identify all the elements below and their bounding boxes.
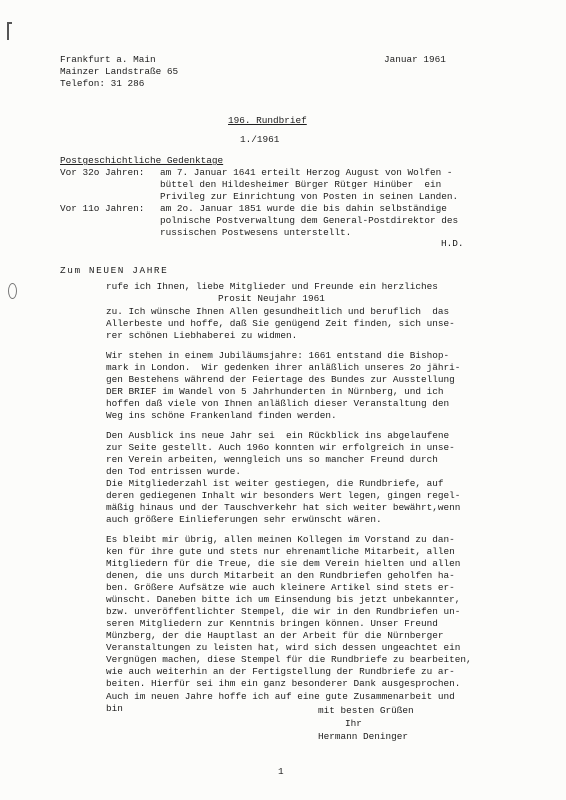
memorial-initials: H.D. <box>441 238 464 249</box>
memorial-label-1: Vor 32o Jahren: <box>60 167 145 178</box>
sender-phone: Telefon: 31 286 <box>60 78 145 89</box>
circular-number: 1./1961 <box>240 134 280 145</box>
para-4-line-3: Mitgliedern für die Treue, die sie dem Verein hielten und allen <box>106 558 461 569</box>
memorial-text-1-line-3: Privileg zur Einrichtung von Posten in seinen Landen. <box>160 191 459 202</box>
para-4-line-6: wünscht. Daneben bitte ich um Einsendung bis jetzt unbekannter, <box>106 594 461 605</box>
para-3-line-5: Die Mitgliederzahl ist weiter gestiegen, die Rundbriefe, auf <box>106 478 444 489</box>
para-5-line-2: bin <box>106 703 123 714</box>
para-4-line-7: bzw. unveröffentlichter Stempel, die wir in den Rundbriefen un- <box>106 606 461 617</box>
closing-salutation: mit besten Grüßen <box>318 705 414 716</box>
para-4-line-9: Münzberg, der die Hauptlast an der Arbeit für die Nürnberger <box>106 630 444 641</box>
memorial-label-2: Vor 11o Jahren: <box>60 203 145 214</box>
para-4-line-8: seren Mitgliedern zur Kenntnis bringen können. Unser Freund <box>106 618 438 629</box>
para-5-line-1: Auch im neuen Jahre hoffe ich auf eine gute Zusammenarbeit und <box>106 691 455 702</box>
memorial-text-2-line-1: am 2o. Januar 1851 wurde die bis dahin selbständige <box>160 203 447 214</box>
para-4-line-13: beiten. Hierfür sei ihm ein ganz besonderer Dank ausgesprochen. <box>106 678 461 689</box>
para-2-line-1: Wir stehen in einem Jubiläumsjahre: 1661 entstand die Bishop- <box>106 350 450 361</box>
greeting-line-1: rufe ich Ihnen, liebe Mitglieder und Freunde ein herzliches <box>106 281 438 292</box>
scan-mark <box>7 22 9 40</box>
para-3-line-4: den Tod entrissen wurde. <box>106 466 242 477</box>
greeting-heading: Zum NEUEN JAHRE <box>60 265 169 276</box>
para-4-line-4: denen, die uns durch Mitarbeit an den Rundbriefen geholfen ha- <box>106 570 455 581</box>
sender-city: Frankfurt a. Main <box>60 54 156 65</box>
para-1-line-3: rer schönen Liebhaberei zu widmen. <box>106 330 298 341</box>
para-2-line-3: gen Bestehens während der Feiertage des Bundes zur Ausstellung <box>106 374 455 385</box>
memorial-text-2-line-3: russischen Postwesens unterstellt. <box>160 227 352 238</box>
para-3-line-2: zur Seite gestellt. Auch 196o konnten wir erfolgreich in unse- <box>106 442 455 453</box>
para-4-line-1: Es bleibt mir übrig, allen meinen Kollegen im Vorstand zu dan- <box>106 534 455 545</box>
memorial-text-1-line-2: büttel den Hildesheimer Bürger Rütger Hinüber ein <box>160 179 442 190</box>
memorial-text-2-line-2: polnische Postverwaltung dem General-Postdirektor des <box>160 215 459 226</box>
para-4-line-2: ken für ihre gute und stets nur ehrenamtliche Mitarbeit, allen <box>106 546 455 557</box>
para-2-line-6: Weg ins schöne Frankenland finden werden. <box>106 410 337 421</box>
para-3-line-6: deren gediegenen Inhalt wir besonders Wert legen, gingen regel- <box>106 490 461 501</box>
circular-title: 196. Rundbrief <box>228 115 307 126</box>
para-2-line-4: DER BRIEF im Wandel von 5 Jahrhunderten in Nürnberg, und ich <box>106 386 444 397</box>
signature-name: Hermann Deninger <box>318 731 409 742</box>
memorial-text-1-line-1: am 7. Januar 1641 erteilt Herzog August von Wolfen - <box>160 167 453 178</box>
scan-mark-top <box>7 22 12 24</box>
para-3-line-1: Den Ausblick ins neue Jahr sei ein Rückblick ins abgelaufene <box>106 430 450 441</box>
para-4-line-5: ben. Größere Aufsätze wie auch kleinere Artikel sind stets er- <box>106 582 455 593</box>
para-1-line-2: Allerbeste und hoffe, daß Sie genügend Zeit finden, sich unse- <box>106 318 455 329</box>
greeting-line-2: Prosit Neujahr 1961 <box>218 293 325 304</box>
para-1-line-1: zu. Ich wünsche Ihnen Allen gesundheitlich und beruflich das <box>106 306 450 317</box>
para-2-line-5: hoffen daß viele von Ihnen anläßlich dieser Veranstaltung den <box>106 398 450 409</box>
para-3-line-3: ren Verein arbeiten, wenngleich uns so mancher Freund durch <box>106 454 438 465</box>
para-4-line-10: Veranstaltungen zu leisten hat, wird sich dessen ungeachtet ein <box>106 642 461 653</box>
para-2-line-2: mark in London. Wir gedenken ihrer anläßlich unseres 2o jähri- <box>106 362 461 373</box>
memorial-title: Postgeschichtliche Gedenktage <box>60 155 224 166</box>
punch-hole-mark <box>8 283 17 299</box>
para-4-line-11: Vergnügen machen, diese Stempel für die Rundbriefe zu bearbeiten, <box>106 654 472 665</box>
para-3-line-7: mäßig hinaus und der Tauschverkehr hat sich weiter bewährt,wenn <box>106 502 461 513</box>
para-4-line-12: wie auch weiterhin an der Fertigstellung der Rundbriefe zu ar- <box>106 666 455 677</box>
para-3-line-8: auch größere Einlieferungen sehr erwünscht wären. <box>106 514 382 525</box>
page-number: 1 <box>278 766 284 777</box>
closing-pronoun: Ihr <box>345 718 362 729</box>
sender-street: Mainzer Landstraße 65 <box>60 66 179 77</box>
letter-date: Januar 1961 <box>384 54 446 65</box>
